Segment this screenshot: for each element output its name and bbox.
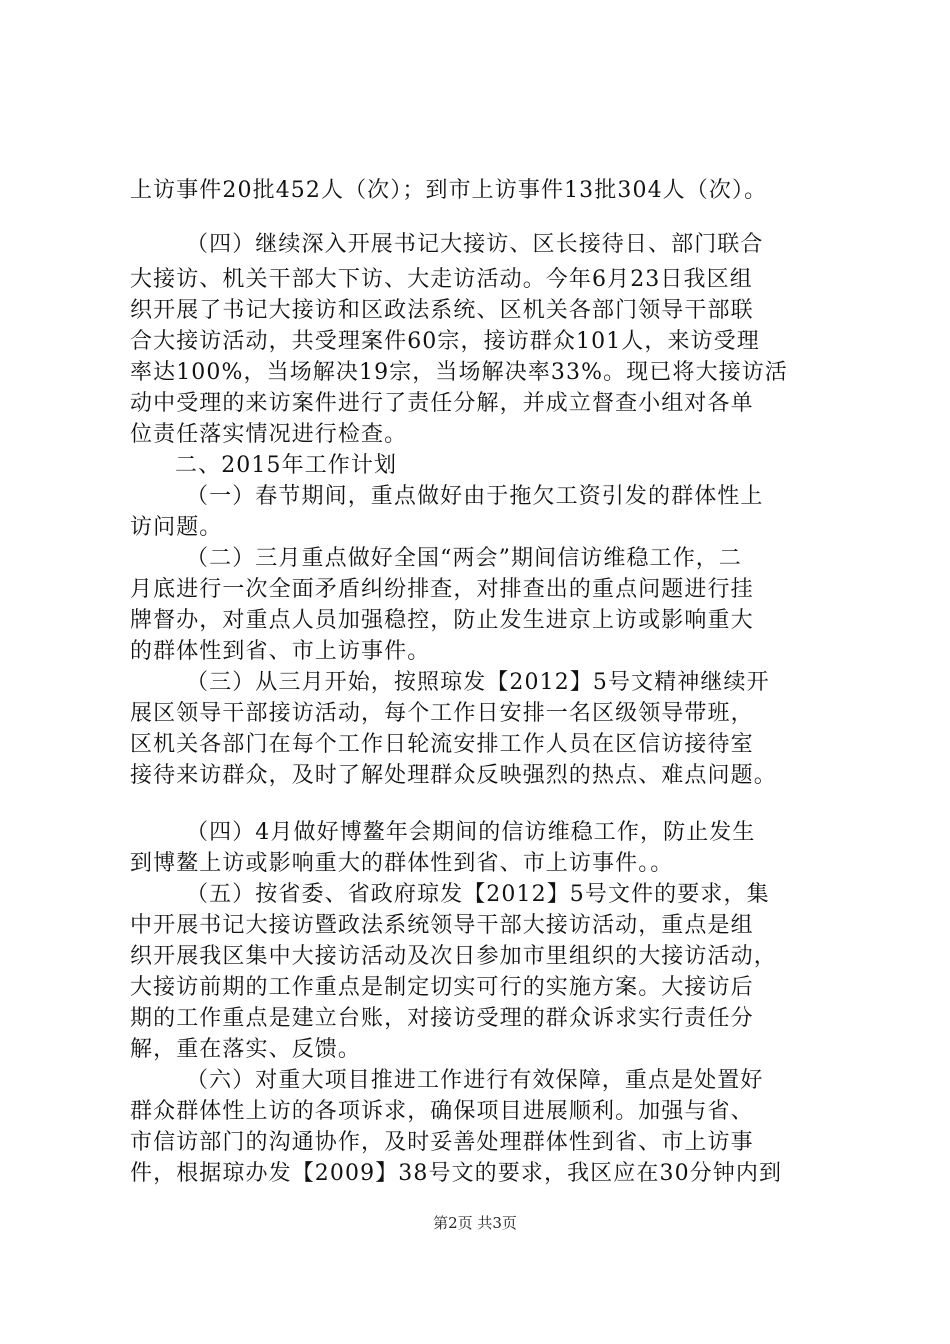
paragraph-line: 到博鳌上访或影响重大的群体性到省、市上访事件。。 bbox=[130, 851, 674, 876]
paragraph-line: 牌督办，对重点人员加强稳控，防止发生进京上访或影响重大 bbox=[130, 608, 754, 633]
paragraph-line: 月底进行一次全面矛盾纠纷排查，对排查出的重点问题进行挂 bbox=[130, 577, 754, 602]
paragraph-line: （五）按省委、省政府琼发【2012】5号文件的要求，集 bbox=[186, 882, 770, 907]
paragraph-line: 的群体性到省、市上访事件。 bbox=[130, 639, 431, 664]
paragraph-line: （一）春节期间，重点做好由于拖欠工资引发的群体性上 bbox=[186, 484, 764, 509]
paragraph-line: 区机关各部门在每个工作日轮流安排工作人员在区信访接待室 bbox=[130, 732, 754, 757]
paragraph-line: 中开展书记大接访暨政法系统领导干部大接访活动，重点是组 bbox=[130, 913, 754, 938]
section-heading: 二、2015年工作计划 bbox=[175, 453, 398, 478]
paragraph-line: 接待来访群众，及时了解处理群众反映强烈的热点、难点问题。 bbox=[130, 763, 777, 788]
paragraph-line: 合大接访活动，共受理案件60宗，接访群众101人，来访受理 bbox=[130, 329, 760, 354]
paragraph-line: 位责任落实情况进行检查。 bbox=[130, 422, 408, 447]
paragraph-line: 织开展我区集中大接访活动及次日参加市里组织的大接访活动， bbox=[130, 944, 777, 969]
paragraph-line: 大接访、机关干部大下访、大走访活动。今年6月23日我区组 bbox=[130, 267, 753, 292]
paragraph-line: 动中受理的来访案件进行了责任分解，并成立督查小组对各单 bbox=[130, 391, 754, 416]
paragraph-line: 群众群体性上访的各项诉求，确保项目进展顺利。加强与省、 bbox=[130, 1099, 754, 1124]
paragraph-line: （六）对重大项目推进工作进行有效保障，重点是处置好 bbox=[186, 1068, 764, 1093]
paragraph-line: （四）继续深入开展书记大接访、区长接待日、部门联合 bbox=[186, 232, 764, 257]
paragraph-line: （三）从三月开始，按照琼发【2012】5号文精神继续开 bbox=[186, 670, 770, 695]
paragraph-line: 展区领导干部接访活动，每个工作日安排一名区级领导带班， bbox=[130, 701, 754, 726]
paragraph-line: 率达100%，当场解决19宗，当场解决率33%。现已将大接访活 bbox=[130, 360, 788, 385]
paragraph-line: 上访事件20批452人（次）；到市上访事件13批304人（次）。 bbox=[130, 178, 768, 203]
paragraph-line: 大接访前期的工作重点是制定切实可行的实施方案。大接访后 bbox=[130, 975, 754, 1000]
paragraph-line: （二）三月重点做好全国“两会”期间信访维稳工作，二 bbox=[186, 546, 742, 571]
paragraph-line: 件，根据琼办发【2009】38号文的要求，我区应在30分钟内到 bbox=[130, 1161, 783, 1186]
paragraph-line: 解，重在落实、反馈。 bbox=[130, 1037, 362, 1062]
paragraph-line: 期的工作重点是建立台账，对接访受理的群众诉求实行责任分 bbox=[130, 1006, 754, 1031]
paragraph-line: 市信访部门的沟通协作，及时妥善处理群体性到省、市上访事 bbox=[130, 1130, 754, 1155]
page-number-footer: 第2页 共3页 bbox=[433, 1214, 517, 1232]
paragraph-line: 访问题。 bbox=[130, 515, 223, 540]
paragraph-line: （四）4月做好博鳌年会期间的信访维稳工作，防止发生 bbox=[186, 820, 756, 845]
paragraph-line: 织开展了书记大接访和区政法系统、区机关各部门领导干部联 bbox=[130, 298, 754, 323]
